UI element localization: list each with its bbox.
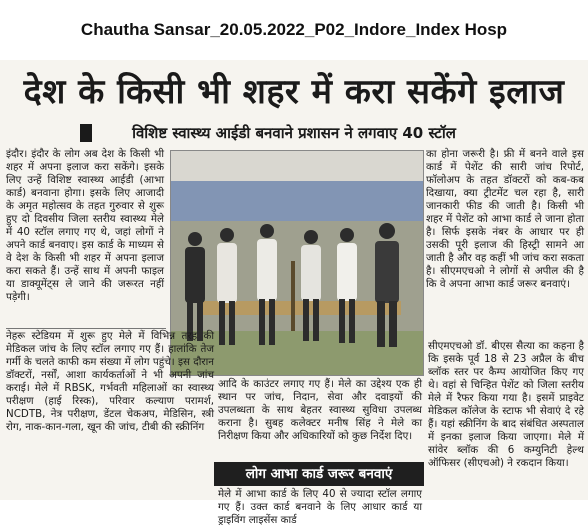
headline: देश के किसी भी शहर में करा सकेंगे इलाज <box>23 72 565 112</box>
bottom-mid-column-2 <box>218 488 422 526</box>
left-column-text: इंदौर। इंदौर के लोग अब देश के किसी भी शहर में अपना इलाज करा सकेंगे। इसके लिए उन्हें विशिष्ट स्वास्थ्य आईडी (आभा कार्ड) बनवाना होगा। इसके लिए आजादी के अमृत महोत्सव के तहत गुरुवार से शुरू हुए दो दिवसीय जिला स्तरीय स्वास्थ्य मेले में 40 स्टॉल लगाए गए थे, जहां लोगों ने अपने कार्ड बनवाए। इस कार्ड के माध्यम से वे देश के किसी भी शहर में अपना इलाज करा सकते हैं। उन्हें साथ में अपनी फाइल या डाक्यूमेंट्स ले जाने की जरूरत नहीं पड़ेगी। <box>6 148 164 303</box>
bottom-right-column <box>428 340 584 498</box>
subheadline: विशिष्ट स्वास्थ्य आईडी बनवाने प्रशासन ने लगवाए 40 स्टॉल <box>132 124 456 142</box>
right-column-text: का होना जरूरी है। फ्री में बनने वाले इस कार्ड में पेशेंट की सारी जांच रिपोर्ट, फॉलोअप के तहत डॉक्टरों को कब-कब दिखाया, क्या ट्रीटमेंट चल रहा है, सारी जानकारी फीड की जाती है। किसी भी शहर में पेशेंट को आभा कार्ड ले जाना होता है। सिर्फ इसके नंबर के आधार पर ही उसकी पूरी इलाज की हिस्ट्री सामने आ जाती है और वह कहीं भी जांच करा सकता है। सीएमएचओ ने लोगों से अपील की है कि वे अपना आभा कार्ड जरूर बनवाएं। <box>426 148 584 290</box>
divider <box>6 328 166 329</box>
left-column <box>6 148 164 328</box>
bottom-left-text: नेहरू स्टेडियम में शुरू हुए मेले में विभिन्न तरह की मेडिकल जांच के लिए स्टॉल लगाए गए हैं। हालांकि तेज गर्मी के चलते काफी कम संख्या में लोग पहुंचे। इस दौरान डॉक्टरों, नर्सों, आशा कार्यकर्ताओं ने भी अपनी जांच कराई। मेले में RBSK, गर्भवती महिलाओं का स्वास्थ्य परीक्षण (हाई रिस्क), परिवार कल्याण परामर्श, NCDTB, नेत्र परीक्षण, डेंटल चेकअप, मेडिसिन, स्त्री रोग, नाक-कान-गला, खून की जांच, टीबी की स्क्रीनिंग <box>6 330 214 433</box>
file-caption: Chautha Sansar_20.05.2022_P02_Indore_Index Hosp <box>80 20 508 39</box>
right-column <box>426 148 584 338</box>
bottom-mid-text: आदि के काउंटर लगाए गए हैं। मेले का उद्देश्य एक ही स्थान पर जांच, निदान, सेवा और दवाइयों की उपलब्धता के साथ बेहतर स्वास्थ्य सुविधा उपलब्ध कराना है। सुबह कलेक्टर मनीष सिंह ने मेले का निरीक्षण किया और अधिकारियों को कुछ निर्देश दिए। <box>218 378 422 442</box>
newspaper-clipping <box>0 60 588 526</box>
bottom-mid-column <box>218 378 422 460</box>
section-subheading: लोग आभा कार्ड जरूर बनवाएं <box>214 462 424 486</box>
subheadline-box <box>80 120 508 146</box>
bottom-mid2-text: मेले में आभा कार्ड के लिए 40 से ज्यादा स्टॉल लगाए गए हैं। उक्त कार्ड बनवाने के लिए आधार कार्ड या ड्राइविंग लाइसेंस कार्ड <box>218 488 422 526</box>
bottom-left-column <box>6 330 214 498</box>
bottom-right-text: सीएमएचओ डॉ. बीएस सैत्या का कहना है कि इसके पूर्व 18 से 23 अप्रैल के बीच ब्लॉक स्तर पर कैम्प आयोजित किए गए थे। वहां से चिन्हित पेशेंट को जिला स्तरीय मेले में रैफर किया गया है। इसमें प्राइवेट मेडिकल कॉलेज के स्टाफ भी सेवाएं दे रहे हैं। यहां स्क्रीनिंग के बाद संबंधित अस्पताल में इनका इलाज किया जाएगा। मेले में सांवेर ब्लॉक की 6 कम्युनिटी हेल्थ ऑफिसर (सीएचओ) ने रकदान किया। <box>428 340 584 469</box>
subheadline-bullet <box>80 124 92 142</box>
